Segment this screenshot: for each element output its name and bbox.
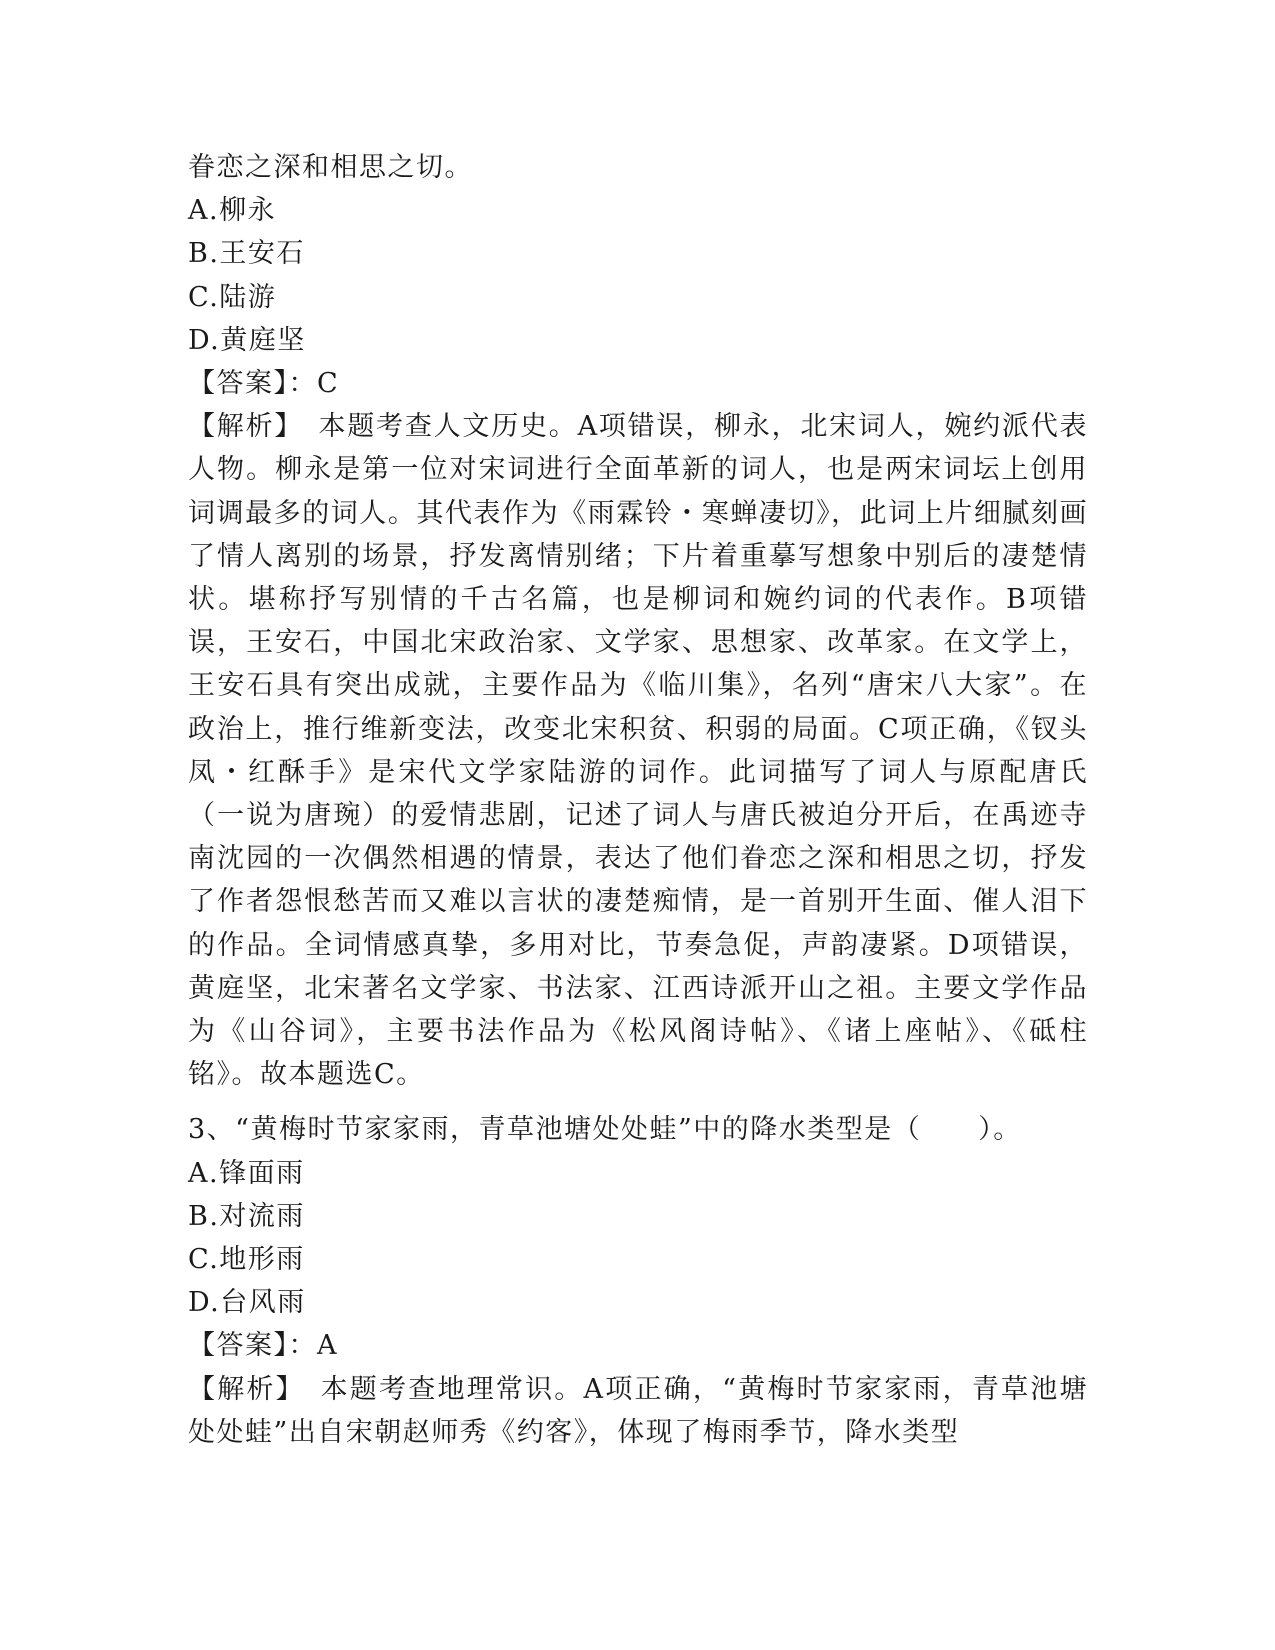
question-3-stem: 3、“黄梅时节家家雨，青草池塘处处蛙”中的降水类型是（ ）。 — [188, 1114, 1022, 1146]
question-2-option-b: B.王安石 — [188, 238, 305, 270]
question-3-answer: 【答案】：A — [188, 1330, 338, 1362]
question-2-option-a: A.柳永 — [188, 195, 277, 227]
question-2-stem-tail: 眷恋之深和相思之切。 — [188, 152, 473, 183]
question-2-option-c: C.陆游 — [188, 281, 277, 313]
question-3-option-a: A.锋面雨 — [188, 1157, 305, 1189]
question-2-option-d: D.黄庭坚 — [188, 324, 306, 356]
question-spacer — [188, 1096, 1088, 1108]
question-3-option-d: D.台风雨 — [188, 1287, 306, 1319]
question-2-analysis: 【解析】 本题考查人文历史。A项错误，柳永，北宋词人，婉约派代表人物。柳永是第一位对宋词进行全面革新的词人，也是两宋词坛上创用词调最多的词人。其代表作为《雨霖铃・寒蝉凄切》，此词上片细腻刻画了情人离别的场景，抒发离情别绪；下片着重摹写想象中别后的凄楚情状。堪称抒写别情的千古名篇，也是柳词和婉约词的代表作。B项错误，王安石，中国北宋政治家、文学家、思想家、改革家。在文学上，王安石具有突出成就，主要作品为《临川集》，名列“唐宋八大家”。在政治上，推行维新变法，改变北宋积贫、积弱的局面。C项正确，《钗头凤・红酥手》是宋代文学家陆游的词作。此词描写了词人与原配唐氏（一说为唐琬）的爱情悲剧，记述了词人与唐氏被迫分开后，在禹迹寺南沈园的一次偶然相遇的情景，表达了他们眷恋之深和相思之切，抒发了作者怨恨愁苦而又难以言状的凄楚痴情，是一首别开生面、催人泪下的作品。全词情感真挚，多用对比，节奏急促，声韵凄紧。D项错误，黄庭坚，北宋著名文学家、书法家、江西诗派开山之祖。主要文学作品为《山谷词》，主要书法作品为《松风阁诗帖》、《诸上座帖》、《砥柱铭》。故本题选C。 — [188, 411, 1088, 1091]
question-2-answer: 【答案】：C — [188, 368, 340, 400]
page-content — [188, 146, 1088, 1454]
question-3-option-b: B.对流雨 — [188, 1200, 305, 1232]
question-3-analysis: 【解析】 本题考查地理常识。A项正确，“黄梅时节家家雨，青草池塘处处蛙”出自宋朝赵师秀《约客》，体现了梅雨季节，降水类型 — [188, 1373, 1088, 1448]
question-3-option-c: C.地形雨 — [188, 1244, 305, 1276]
